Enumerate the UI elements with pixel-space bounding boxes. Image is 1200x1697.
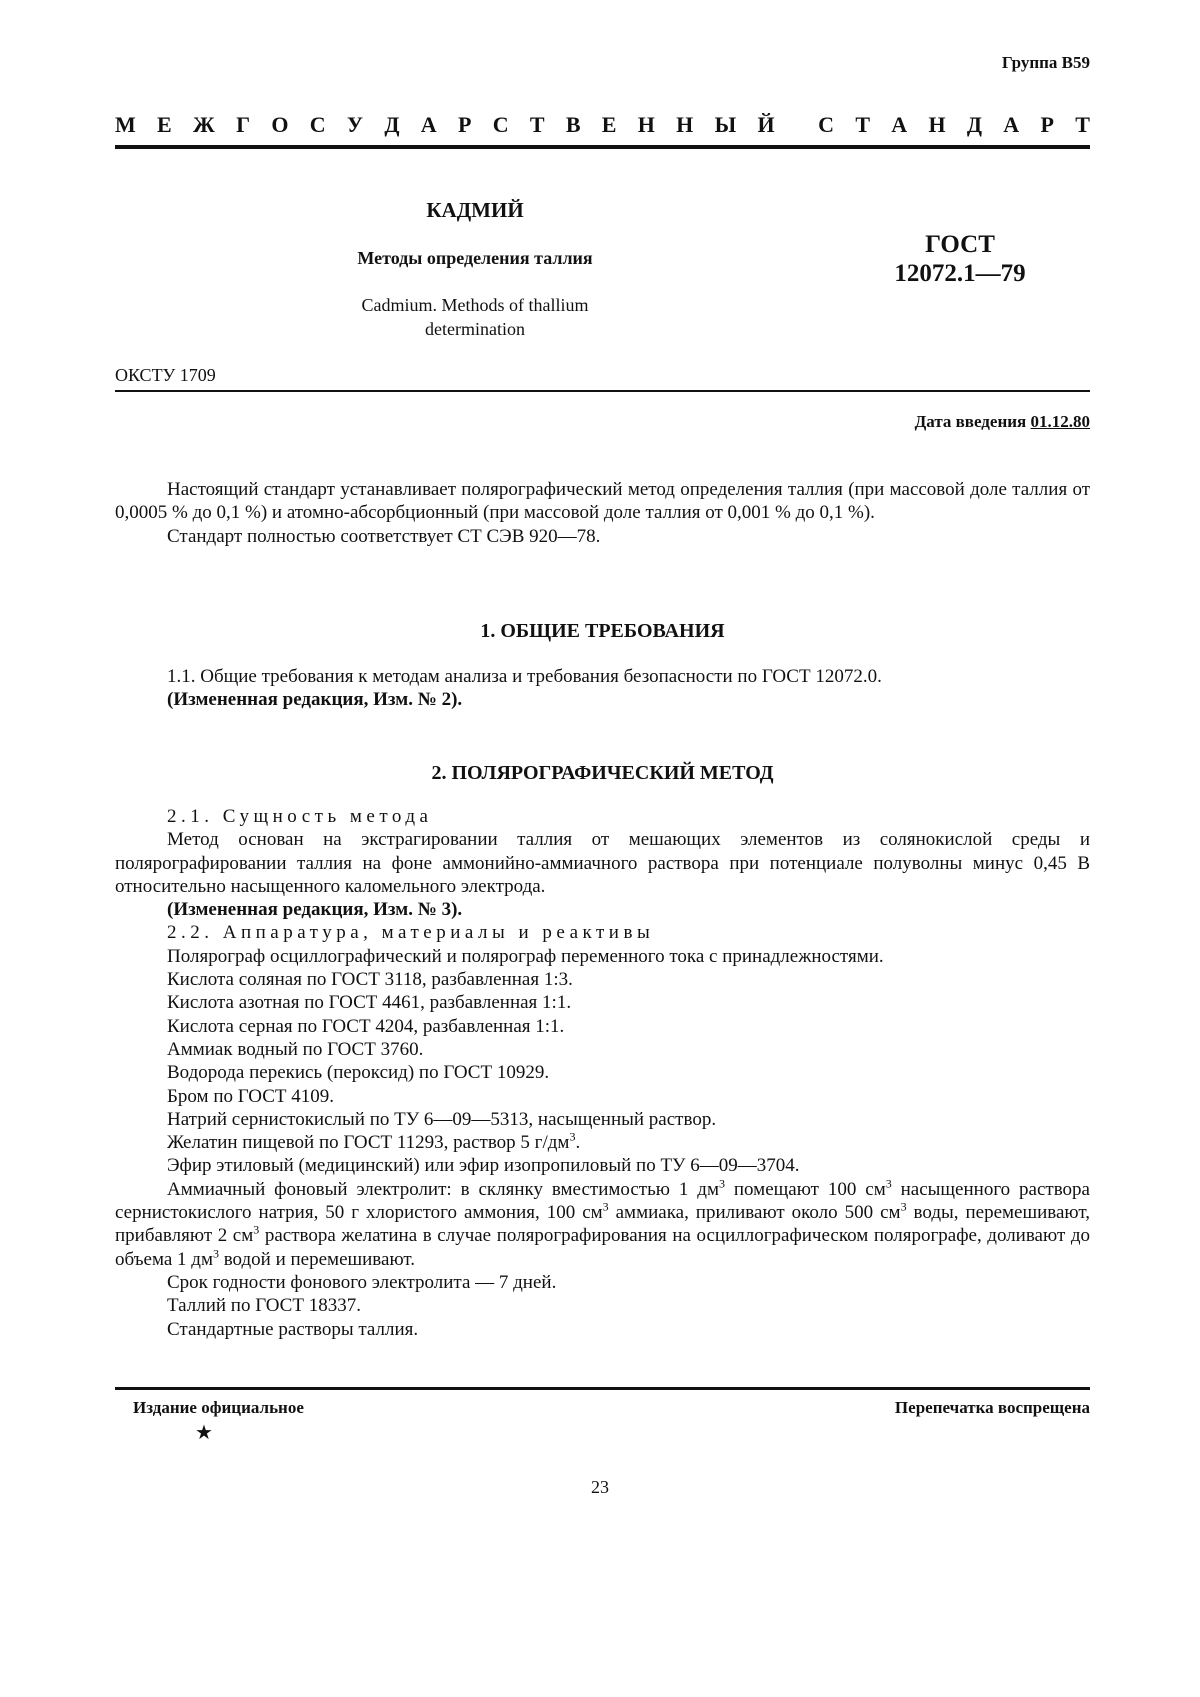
- reagent-gelatin: [115, 1131, 1090, 1154]
- date-label: Дата введения: [914, 412, 1027, 431]
- banner-letter: С: [492, 112, 509, 137]
- banner-letter: С: [309, 112, 326, 137]
- electrolyte-t2: помещают 100 см: [724, 1178, 886, 1200]
- reagent-item: Бром по ГОСТ 4109.: [167, 1085, 334, 1107]
- banner-letter: Е: [157, 112, 172, 137]
- electrolyte-t4: аммиака, приливают около 500 см: [608, 1202, 901, 1224]
- intro-compliance: Стандарт полностью соответствует СТ СЭВ 920—78.: [167, 525, 601, 547]
- clause-2-2-title: 2.2. Аппаратура, материалы и реактивы: [167, 922, 655, 944]
- banner-letter: Ы: [714, 112, 737, 137]
- clause-2-1-title: 2.1. Сущность метода: [167, 806, 433, 827]
- electrolyte-t6: раствора желатина в случае полярографирования на осциллографическом полярографе, доливают до объема 1 дм: [115, 1225, 1090, 1270]
- gelatin-end: .: [575, 1132, 581, 1154]
- banner-letter: Т: [855, 112, 871, 137]
- banner-letter: Г: [236, 112, 251, 137]
- english-title: [310, 293, 640, 341]
- banner-letter: А: [1003, 112, 1020, 137]
- group-code: Группа В59: [1001, 53, 1090, 72]
- english-title-line2: determination: [425, 319, 525, 339]
- electrolyte-t1: Аммиачный фоновый электролит: в склянку вместимостью 1 дм: [167, 1178, 719, 1200]
- clause-2-1-text: Метод основан на экстрагировании таллия от мешающих элементов из солянокислой среды и полярографировании таллия на фоне аммонийно-аммиачного раствора при потенциале полуволны минус 0,45 В относительно насыщенного каломельного электрода.: [115, 829, 1090, 897]
- clause-1-1-note: (Измененная редакция, Изм. № 2).: [167, 689, 463, 711]
- date-value: 01.12.80: [1030, 412, 1090, 431]
- banner-letter: О: [271, 112, 289, 137]
- reagent-item: Водорода перекись (пероксид) по ГОСТ 10929.: [167, 1062, 550, 1084]
- reagent-item: Натрий сернистокислый по ТУ 6—09—5313, насыщенный раствор.: [167, 1108, 717, 1130]
- banner-letter: Д: [384, 112, 400, 137]
- footer-rule: [115, 1387, 1090, 1390]
- header-rule: [115, 145, 1090, 149]
- reagent-item: Кислота азотная по ГОСТ 4461, разбавленная 1:1.: [167, 992, 572, 1014]
- banner-letter: Р: [1040, 112, 1054, 137]
- okstu-rule: [115, 390, 1090, 392]
- section-2-heading: 2. ПОЛЯРОГРАФИЧЕСКИЙ МЕТОД: [431, 762, 774, 784]
- clause-1-1: 1.1. Общие требования к методам анализа и требования безопасности по ГОСТ 12072.0.: [167, 666, 882, 687]
- section-2-body: [115, 805, 1090, 1341]
- reprint-prohibited: Перепечатка воспрещена: [894, 1398, 1090, 1417]
- banner-letter: У: [346, 112, 364, 137]
- page-number: 23: [591, 1477, 609, 1497]
- gelatin-text: Желатин пищевой по ГОСТ 11293, раствор 5 г/дм: [167, 1132, 570, 1154]
- electrolyte-sup4: 3: [900, 1199, 907, 1214]
- reagent-item: Полярограф осциллографический и полярограф переменного тока с принадлежностями.: [167, 945, 884, 967]
- reagent-list-tail: [115, 1271, 1090, 1341]
- star-icon: ★: [195, 1422, 213, 1444]
- reagent-item: Срок годности фонового электролита — 7 дней.: [167, 1271, 557, 1293]
- reagent-ether: Эфир этиловый (медицинский) или эфир изопропиловый по ТУ 6—09—3704.: [167, 1155, 800, 1177]
- banner-letter: С: [818, 112, 835, 137]
- gost-number: [850, 230, 1070, 288]
- reagent-item: Таллий по ГОСТ 18337.: [167, 1295, 361, 1317]
- reagent-item: Аммиак водный по ГОСТ 3760.: [167, 1038, 424, 1060]
- document-subtitle: Методы определения таллия: [357, 248, 593, 268]
- clause-2-1-note: (Измененная редакция, Изм. № 3).: [167, 899, 463, 921]
- reagent-list: [115, 945, 1090, 1131]
- section-1-heading: 1. ОБЩИЕ ТРЕБОВАНИЯ: [480, 620, 725, 642]
- reagent-item: Кислота серная по ГОСТ 4204, разбавленная 1:1.: [167, 1015, 565, 1037]
- okstu-code: ОКСТУ 1709: [115, 365, 216, 385]
- banner-letter: Е: [601, 112, 617, 137]
- introduction-date: [915, 412, 1090, 432]
- banner-letter: В: [565, 112, 581, 137]
- electrolyte-t3: насыщенного раствора сернистокислого натрия, 50 г хлористого аммония, 100 см: [115, 1178, 1090, 1224]
- reagent-item: Стандартные растворы таллия.: [167, 1318, 419, 1340]
- gelatin-sup: 3: [569, 1129, 576, 1144]
- section-2: [115, 762, 1090, 785]
- banner-letter: Й: [757, 112, 775, 137]
- banner-letter: А: [891, 112, 908, 137]
- section-1-body: [115, 665, 1090, 712]
- english-title-line1: Cadmium. Methods of thallium: [361, 295, 589, 315]
- banner-letter: Р: [457, 112, 472, 137]
- banner-letter: Н: [676, 112, 694, 137]
- banner-letter: М: [115, 112, 136, 137]
- electrolyte-sup6: 3: [212, 1246, 219, 1261]
- gost-label: ГОСТ: [925, 231, 995, 258]
- reagent-item: Кислота соляная по ГОСТ 3118, разбавленная 1:3.: [167, 969, 573, 991]
- electrolyte-sup3: 3: [602, 1199, 609, 1214]
- electrolyte-t5: воды, перемешивают, прибавляют 2 см: [115, 1202, 1090, 1247]
- electrolyte-sup2: 3: [885, 1176, 892, 1191]
- banner-letter: Ж: [193, 112, 215, 137]
- banner-letter: Т: [1075, 112, 1090, 137]
- electrolyte-t7: водой и перемешивают.: [218, 1248, 416, 1270]
- gost-code: 12072.1—79: [894, 260, 1026, 287]
- banner-letter: А: [420, 112, 437, 137]
- interstate-standard-banner: [115, 112, 1090, 138]
- banner-letter: Д: [966, 112, 983, 137]
- banner-letter: Н: [928, 112, 946, 137]
- electrolyte-sup5: 3: [253, 1223, 260, 1238]
- reagent-electrolyte: [115, 1178, 1090, 1271]
- intro-block: [115, 478, 1090, 548]
- section-1: [115, 620, 1090, 643]
- banner-gap: [796, 112, 797, 138]
- document-title: КАДМИЙ: [426, 198, 524, 222]
- intro-paragraph: Настоящий стандарт устанавливает полярографический метод определения таллия (при массовой доле таллия от 0,0005 % до 0,1 %) и атомно-абсорбционный (при массовой доле таллия от 0,001 % до 0,1 %).: [115, 479, 1090, 524]
- banner-letter: Т: [529, 112, 545, 137]
- banner-letter: Н: [637, 112, 655, 137]
- electrolyte-sup1: 3: [718, 1176, 725, 1191]
- official-edition: Издание официальное: [133, 1398, 304, 1417]
